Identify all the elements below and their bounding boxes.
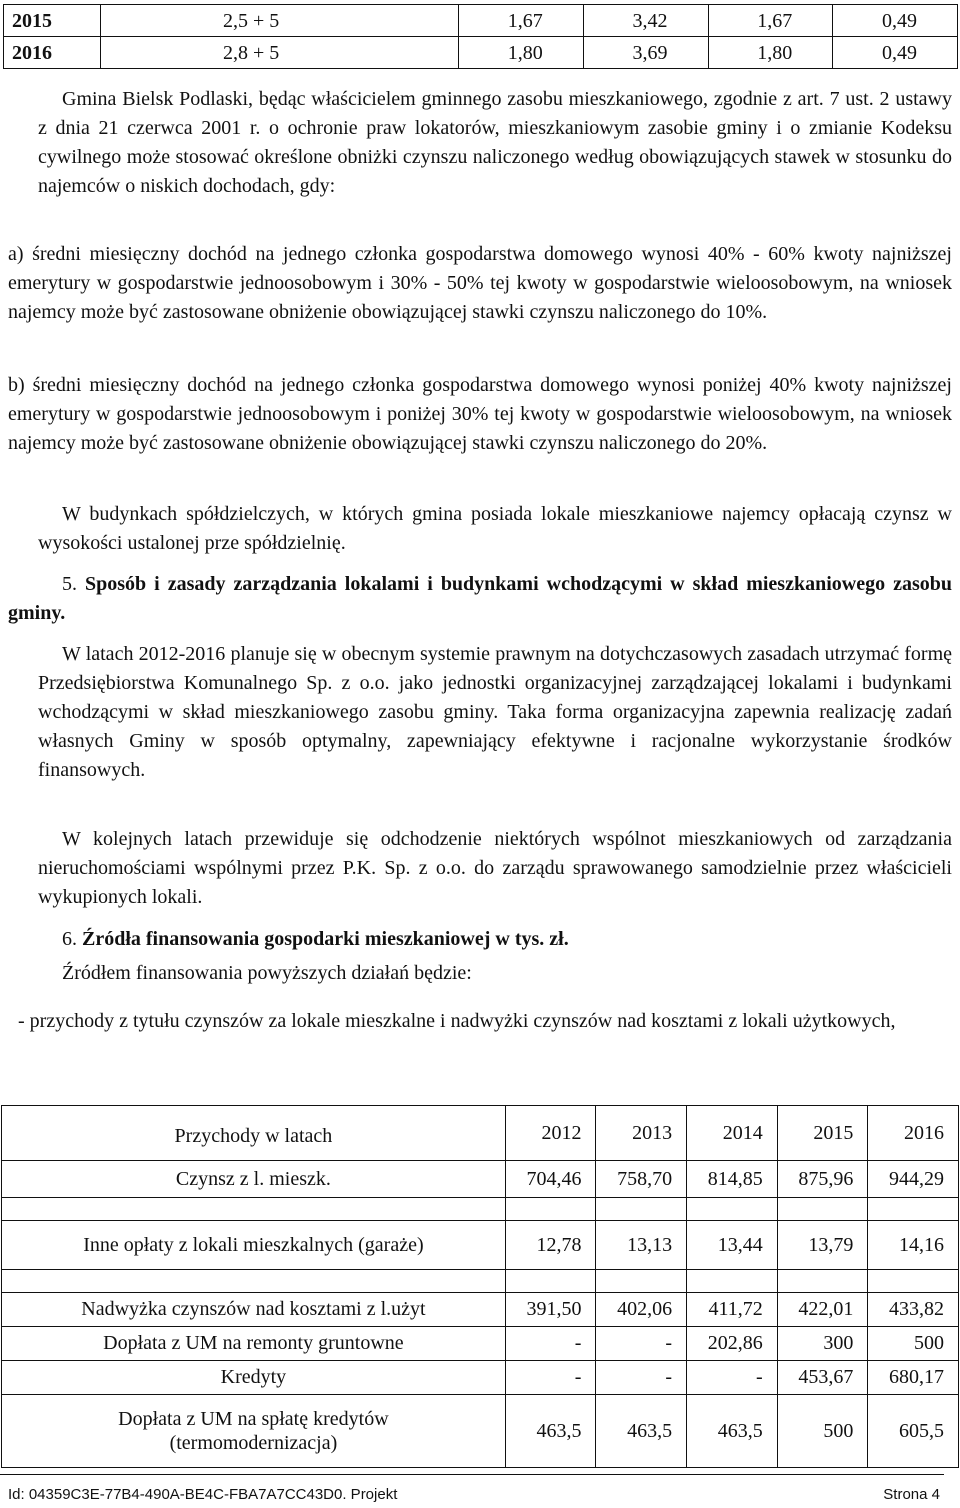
header-year: 2012: [505, 1106, 596, 1161]
spacer-cell: [687, 1270, 778, 1293]
row-value: 12,78: [505, 1221, 596, 1270]
row-value: 500: [868, 1327, 959, 1361]
row-value: 411,72: [687, 1293, 778, 1327]
spacer-cell: [777, 1270, 868, 1293]
header-year: 2016: [868, 1106, 959, 1161]
row-value: 758,70: [596, 1161, 687, 1198]
section-number: 6.: [62, 928, 77, 950]
table-row: [2, 1161, 959, 1198]
rate-cell: 1,80: [708, 37, 833, 69]
spacer-cell: [868, 1198, 959, 1221]
row-value: -: [596, 1327, 687, 1361]
document-id: Id: 04359C3E-77B4-490A-BE4C-FBA7A7CC43D0. Projekt: [8, 1486, 398, 1503]
header-label: Przychody w latach: [2, 1106, 506, 1161]
section-title: Sposób i zasady zarządzania lokalami i budynkami wchodzącymi w skład mieszkaniowego zasobu gminy.: [8, 573, 952, 624]
row-value: 13,79: [777, 1221, 868, 1270]
row-value: -: [596, 1361, 687, 1395]
section-5-heading: [8, 570, 952, 628]
page-number: Strona 4: [883, 1486, 940, 1503]
row-label: Kredyty: [2, 1361, 506, 1395]
row-value: 453,67: [777, 1361, 868, 1395]
spacer-cell: [505, 1270, 596, 1293]
rate-cell: 2,8 + 5: [101, 37, 459, 69]
row-label: Inne opłaty z lokali mieszkalnych (garaże): [2, 1221, 506, 1270]
spacer-cell: [596, 1198, 687, 1221]
year-cell: 2016: [4, 37, 101, 69]
table-header-row: [2, 1106, 959, 1161]
row-label: Czynsz z l. mieszk.: [2, 1161, 506, 1198]
row-value: 704,46: [505, 1161, 596, 1198]
row-value: 433,82: [868, 1293, 959, 1327]
paragraph-point-b: b) średni miesięczny dochód na jednego członka gospodarstwa domowego wynosi poniżej 40% kwoty najniższej emerytury w gospodarstwie jednoosobowym i poniżej 30% tej kwoty w gospodarstwie wieloosobowym, na wniosek najemcy może być zastosowane obniżenie obowiązującej stawki czynszu naliczonego do 20%.: [8, 374, 952, 454]
row-value: -: [505, 1327, 596, 1361]
row-value: 13,44: [687, 1221, 778, 1270]
table-row: [2, 1395, 959, 1468]
row-value: 391,50: [505, 1293, 596, 1327]
row-value: 875,96: [777, 1161, 868, 1198]
rate-cell: 3,69: [583, 37, 708, 69]
spacer-cell: [687, 1198, 778, 1221]
table-row: [4, 37, 958, 69]
paragraph-przychody: - przychody z tytułu czynszów za lokale mieszkalne i nadwyżki czynszów nad kosztami z lokali użytkowych,: [18, 1010, 896, 1032]
table-row: [2, 1221, 959, 1270]
row-value: 814,85: [687, 1161, 778, 1198]
row-value: 463,5: [596, 1395, 687, 1468]
row-value: 500: [777, 1395, 868, 1468]
row-value: 680,17: [868, 1361, 959, 1395]
spacer-cell: [596, 1270, 687, 1293]
rates-table: [3, 4, 958, 69]
section-title: Źródła finansowania gospodarki mieszkaniowej w tys. zł.: [82, 928, 569, 950]
spacer-cell: [2, 1198, 506, 1221]
table-row: [2, 1327, 959, 1361]
row-label: Dopłata z UM na spłatę kredytów (termomodernizacja): [2, 1395, 506, 1468]
row-value: 463,5: [687, 1395, 778, 1468]
row-value: 944,29: [868, 1161, 959, 1198]
row-value: -: [505, 1361, 596, 1395]
header-year: 2014: [687, 1106, 778, 1161]
financing-table: [1, 1105, 959, 1468]
rate-cell: 2,5 + 5: [101, 5, 459, 37]
row-value: 300: [777, 1327, 868, 1361]
spacer-cell: [868, 1270, 959, 1293]
table-row: [2, 1361, 959, 1395]
spacer-cell: [505, 1198, 596, 1221]
paragraph-wspolnoty: W kolejnych latach przewiduje się odchodzenie niektórych wspólnot mieszkaniowych od zarządzania nieruchomościami wspólnymi przez P.K. Sp. z o.o. do zarządu sprawowanego samodzielnie przez właścicieli wykupionych lokali.: [38, 828, 952, 908]
table-spacer: [2, 1198, 959, 1221]
header-year: 2015: [777, 1106, 868, 1161]
spacer-cell: [2, 1270, 506, 1293]
section-6-heading: [62, 925, 952, 954]
row-value: 422,01: [777, 1293, 868, 1327]
rate-cell: 0,49: [833, 5, 958, 37]
paragraph-zrodla: Źródłem finansowania powyższych działań będzie:: [62, 962, 472, 984]
paragraph-point-a: a) średni miesięczny dochód na jednego członka gospodarstwa domowego wynosi 40% - 60% kwoty najniższej emerytury w gospodarstwie jednoosobowym i 30% - 50% tej kwoty w gospodarstwie wieloosobowym, na wniosek najemcy może być zastosowane obniżenie obowiązującej stawki czynszu naliczonego do 10%.: [8, 243, 952, 323]
paragraph-zarzadzanie: W latach 2012-2016 planuje się w obecnym systemie prawnym na dotychczasowych zasadach utrzymać formę Przedsiębiorstwa Komunalnego Sp. z o.o. jako jednostki organizacyjnej zarządzającej lokalami i budynkami wchodzącymi w skład mieszkaniowego zasobu gminy. Taka forma organizacyjna zapewnia realizację zadań własnych Gminy w sposób optymalny, zapewniający efektywne i racjonalne wykorzystanie środków finansowych.: [38, 643, 952, 781]
rate-cell: 1,67: [708, 5, 833, 37]
paragraph-obnizki: Gmina Bielsk Podlaski, będąc właścicielem gminnego zasobu mieszkaniowego, zgodnie z art. 7 ust. 2 ustawy z dnia 21 czerwca 2001 r. o ochronie praw lokatorów, mieszkaniowym zasobie gminy i o zmianie Kodeksu cywilnego może stosować określone obniżki czynszu naliczonego według obowiązujących stawek w stosunku do najemców o niskich dochodach, gdy:: [38, 88, 952, 197]
paragraph-spoldzielnie: W budynkach spółdzielczych, w których gmina posiada lokale mieszkaniowe najemcy opłacają czynsz w wysokości ustalonej prze spółdzielnię.: [38, 503, 952, 554]
header-year: 2013: [596, 1106, 687, 1161]
row-label: Nadwyżka czynszów nad kosztami z l.użyt: [2, 1293, 506, 1327]
table-row: [4, 5, 958, 37]
row-value: 605,5: [868, 1395, 959, 1468]
table-spacer: [2, 1270, 959, 1293]
row-value: 13,13: [596, 1221, 687, 1270]
rate-cell: 0,49: [833, 37, 958, 69]
row-value: -: [687, 1361, 778, 1395]
section-number: 5.: [62, 573, 77, 595]
footer-divider: [0, 1474, 944, 1475]
table-row: [2, 1293, 959, 1327]
row-label: Dopłata z UM na remonty gruntowne: [2, 1327, 506, 1361]
row-value: 202,86: [687, 1327, 778, 1361]
row-value: 14,16: [868, 1221, 959, 1270]
year-cell: 2015: [4, 5, 101, 37]
spacer-cell: [777, 1198, 868, 1221]
rate-cell: 1,67: [459, 5, 584, 37]
rate-cell: 1,80: [459, 37, 584, 69]
row-value: 402,06: [596, 1293, 687, 1327]
row-value: 463,5: [505, 1395, 596, 1468]
rate-cell: 3,42: [583, 5, 708, 37]
